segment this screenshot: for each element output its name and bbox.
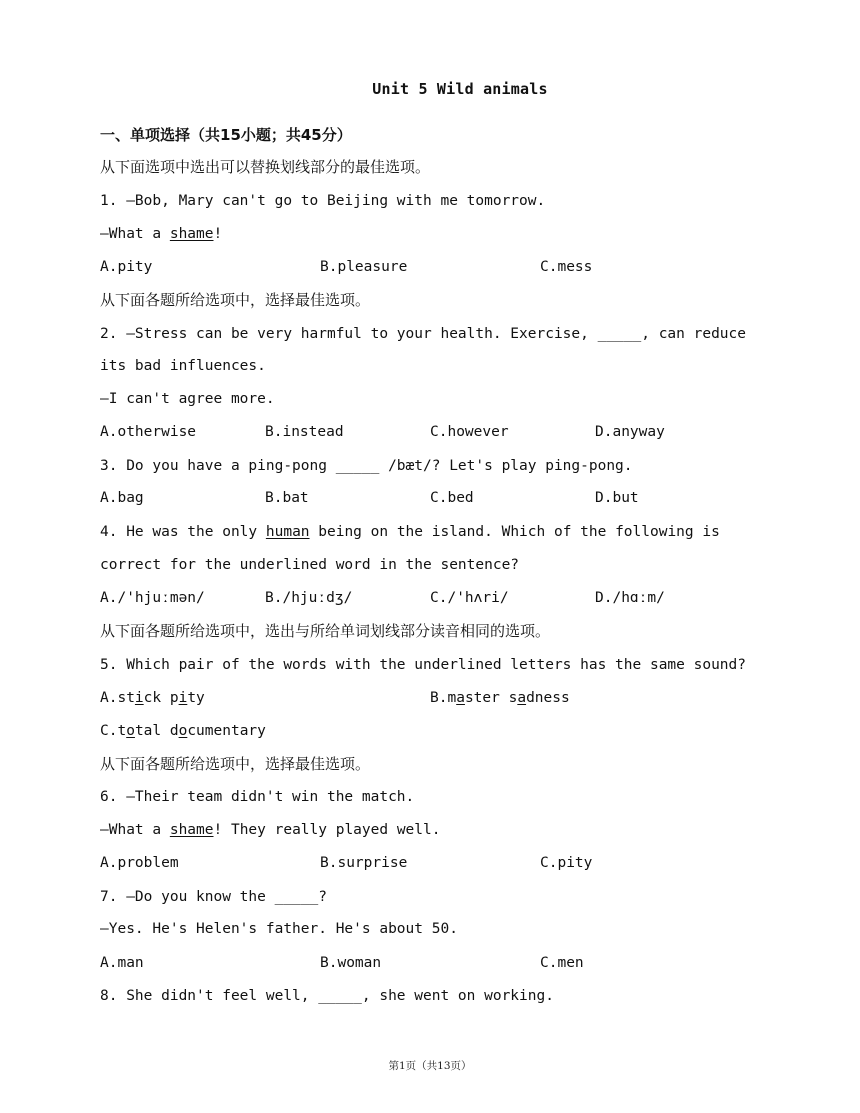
option-a: A.problem (100, 855, 179, 871)
option-c: C./'hʌri/ (430, 590, 509, 606)
option-a: A.stick pity (100, 690, 205, 706)
instruction-text: 从下面各题所给选项中，选出与所给单词划线部分读音相同的选项。 (100, 622, 551, 640)
question-6-text: 6. —Their team didn't win the match. (100, 789, 415, 805)
instruction-text: 从下面选项中选出可以替换划线部分的最佳选项。 (100, 158, 431, 176)
option-c: C.total documentary (100, 723, 266, 739)
option-d: D.anyway (595, 424, 665, 440)
option-c: C.mess (540, 259, 593, 275)
option-b: B./hjuːdʒ/ (265, 590, 353, 606)
option-a: A.bag (100, 490, 144, 506)
option-d: D.but (595, 490, 639, 506)
question-2-reply: —I can't agree more. (100, 391, 275, 407)
option-c: C.men (540, 955, 584, 971)
page-footer: 第1页（共13页） (388, 1060, 472, 1072)
option-c: C.bed (430, 490, 474, 506)
option-b: B.bat (265, 490, 309, 506)
section-heading: 一、单项选择（共15小题；共45分） (100, 126, 352, 144)
option-a: A.otherwise (100, 424, 197, 440)
question-1-reply: —What a shame! (100, 226, 223, 242)
question-4-text-cont: correct for the underlined word in the sentence? (100, 557, 520, 573)
underlined-word: shame (169, 226, 214, 242)
option-c: C.however (430, 424, 509, 440)
question-8-text: 8. She didn't feel well, _____, she went on working. (100, 988, 554, 1004)
option-d: D./hɑːm/ (595, 590, 665, 606)
option-b: B.pleasure (320, 259, 408, 275)
option-b: B.woman (320, 955, 382, 971)
question-3-text: 3. Do you have a ping-pong _____ /bæt/? Let's play ping-pong. (100, 458, 633, 474)
option-a: A./'hjuːmən/ (100, 590, 205, 606)
option-c: C.pity (540, 855, 593, 871)
document-title: Unit 5 Wild animals (372, 80, 548, 98)
option-b: B.surprise (320, 855, 408, 871)
question-2-text-cont: its bad influences. (100, 358, 266, 374)
option-b: B.master sadness (430, 690, 570, 706)
question-4-text: 4. He was the only human being on the island. Which of the following is (100, 524, 720, 540)
question-1-text: 1. —Bob, Mary can't go to Beijing with me tomorrow. (100, 193, 546, 209)
question-7-reply: —Yes. He's Helen's father. He's about 50. (100, 921, 458, 937)
question-6-reply: —What a shame! They really played well. (100, 822, 441, 838)
underlined-word: human (265, 524, 310, 540)
option-b: B.instead (265, 424, 344, 440)
option-a: A.pity (100, 259, 153, 275)
instruction-text: 从下面各题所给选项中，选择最佳选项。 (100, 291, 371, 309)
question-5-text: 5. Which pair of the words with the underlined letters has the same sound? (100, 657, 747, 673)
question-7-text: 7. —Do you know the _____? (100, 889, 327, 905)
option-a: A.man (100, 955, 144, 971)
question-2-text: 2. —Stress can be very harmful to your health. Exercise, _____, can reduce (100, 326, 747, 342)
instruction-text: 从下面各题所给选项中，选择最佳选项。 (100, 755, 371, 773)
underlined-word: shame (169, 822, 214, 838)
